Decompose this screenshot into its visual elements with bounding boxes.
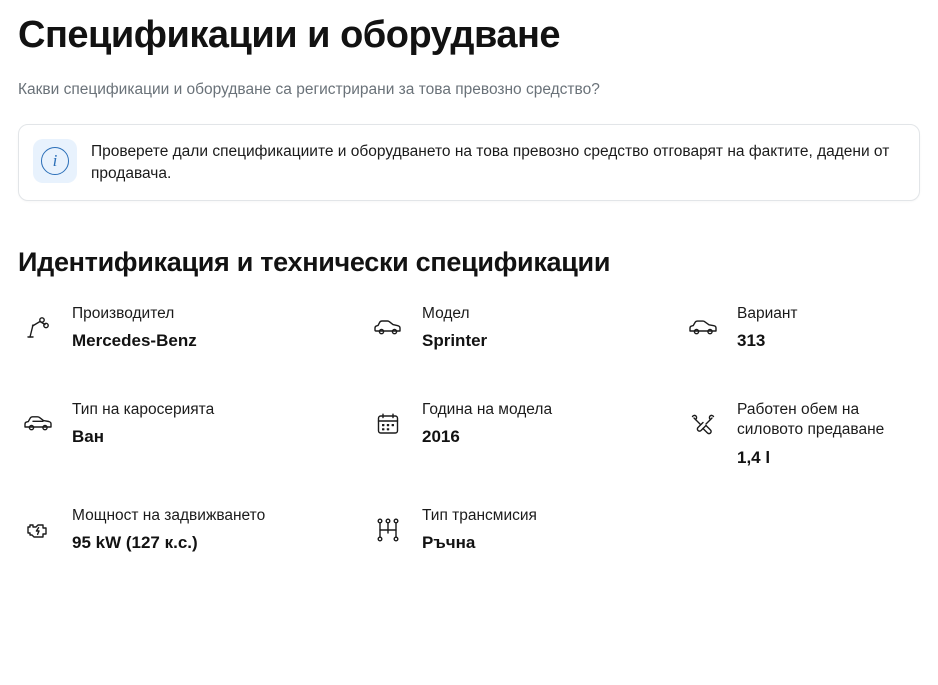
spec-label: Тип на каросерията bbox=[72, 400, 215, 418]
spec-body bbox=[72, 400, 214, 448]
spec-label: Работен обем на силовото предаване bbox=[737, 400, 885, 439]
spec-label: Модел bbox=[422, 304, 470, 322]
spec-label: Вариант bbox=[737, 304, 798, 322]
engine-power-icon bbox=[18, 510, 58, 550]
info-notice-text: Проверете дали спецификациите и оборудването на това превозно средство отговарят на фактите, дадени от продавача. bbox=[91, 142, 890, 183]
info-icon: i bbox=[33, 139, 77, 183]
calendar-icon bbox=[368, 404, 408, 444]
spec-item-displacement bbox=[683, 400, 920, 468]
spec-page bbox=[0, 14, 938, 685]
spec-item-manufacturer bbox=[18, 304, 368, 362]
spec-value: 313 bbox=[737, 331, 766, 351]
spec-body bbox=[422, 506, 537, 554]
spec-body bbox=[422, 304, 487, 352]
engine-displacement-icon bbox=[683, 404, 723, 444]
page-title: Спецификации и оборудване bbox=[18, 14, 561, 56]
spec-item-power bbox=[18, 506, 368, 564]
car-variant-icon bbox=[683, 308, 723, 348]
spec-label: Година на модела bbox=[422, 400, 553, 418]
spec-value: Sprinter bbox=[422, 331, 488, 351]
section-title: Идентификация и технически спецификации bbox=[18, 246, 611, 277]
page-subtitle: Какви спецификации и оборудване са регистрирани за това превозно средство? bbox=[18, 80, 600, 98]
spec-body bbox=[72, 304, 197, 352]
spec-item-model bbox=[368, 304, 683, 362]
info-notice bbox=[18, 124, 920, 201]
spec-body bbox=[422, 400, 552, 448]
car-model-icon bbox=[368, 308, 408, 348]
spec-body bbox=[737, 400, 920, 468]
spec-label: Мощност на задвижването bbox=[72, 506, 266, 524]
body-type-icon bbox=[18, 404, 58, 444]
spec-grid bbox=[18, 304, 920, 564]
spec-value: Mercedes-Benz bbox=[72, 331, 197, 351]
spec-value: 2016 bbox=[422, 427, 460, 447]
spec-item-body-type bbox=[18, 400, 368, 468]
spec-value: Ван bbox=[72, 427, 104, 447]
spec-body bbox=[737, 304, 798, 352]
spec-label: Тип трансмисия bbox=[422, 506, 537, 524]
spec-value: Ръчна bbox=[422, 533, 476, 553]
manufacturer-icon bbox=[18, 308, 58, 348]
spec-item-model-year bbox=[368, 400, 683, 468]
spec-value: 1,4 l bbox=[737, 447, 771, 467]
spec-item-variant bbox=[683, 304, 920, 362]
transmission-icon bbox=[368, 510, 408, 550]
spec-label: Производител bbox=[72, 304, 175, 322]
spec-value: 95 kW (127 к.с.) bbox=[72, 533, 198, 553]
spec-item-transmission bbox=[368, 506, 683, 564]
spec-body bbox=[72, 506, 265, 554]
